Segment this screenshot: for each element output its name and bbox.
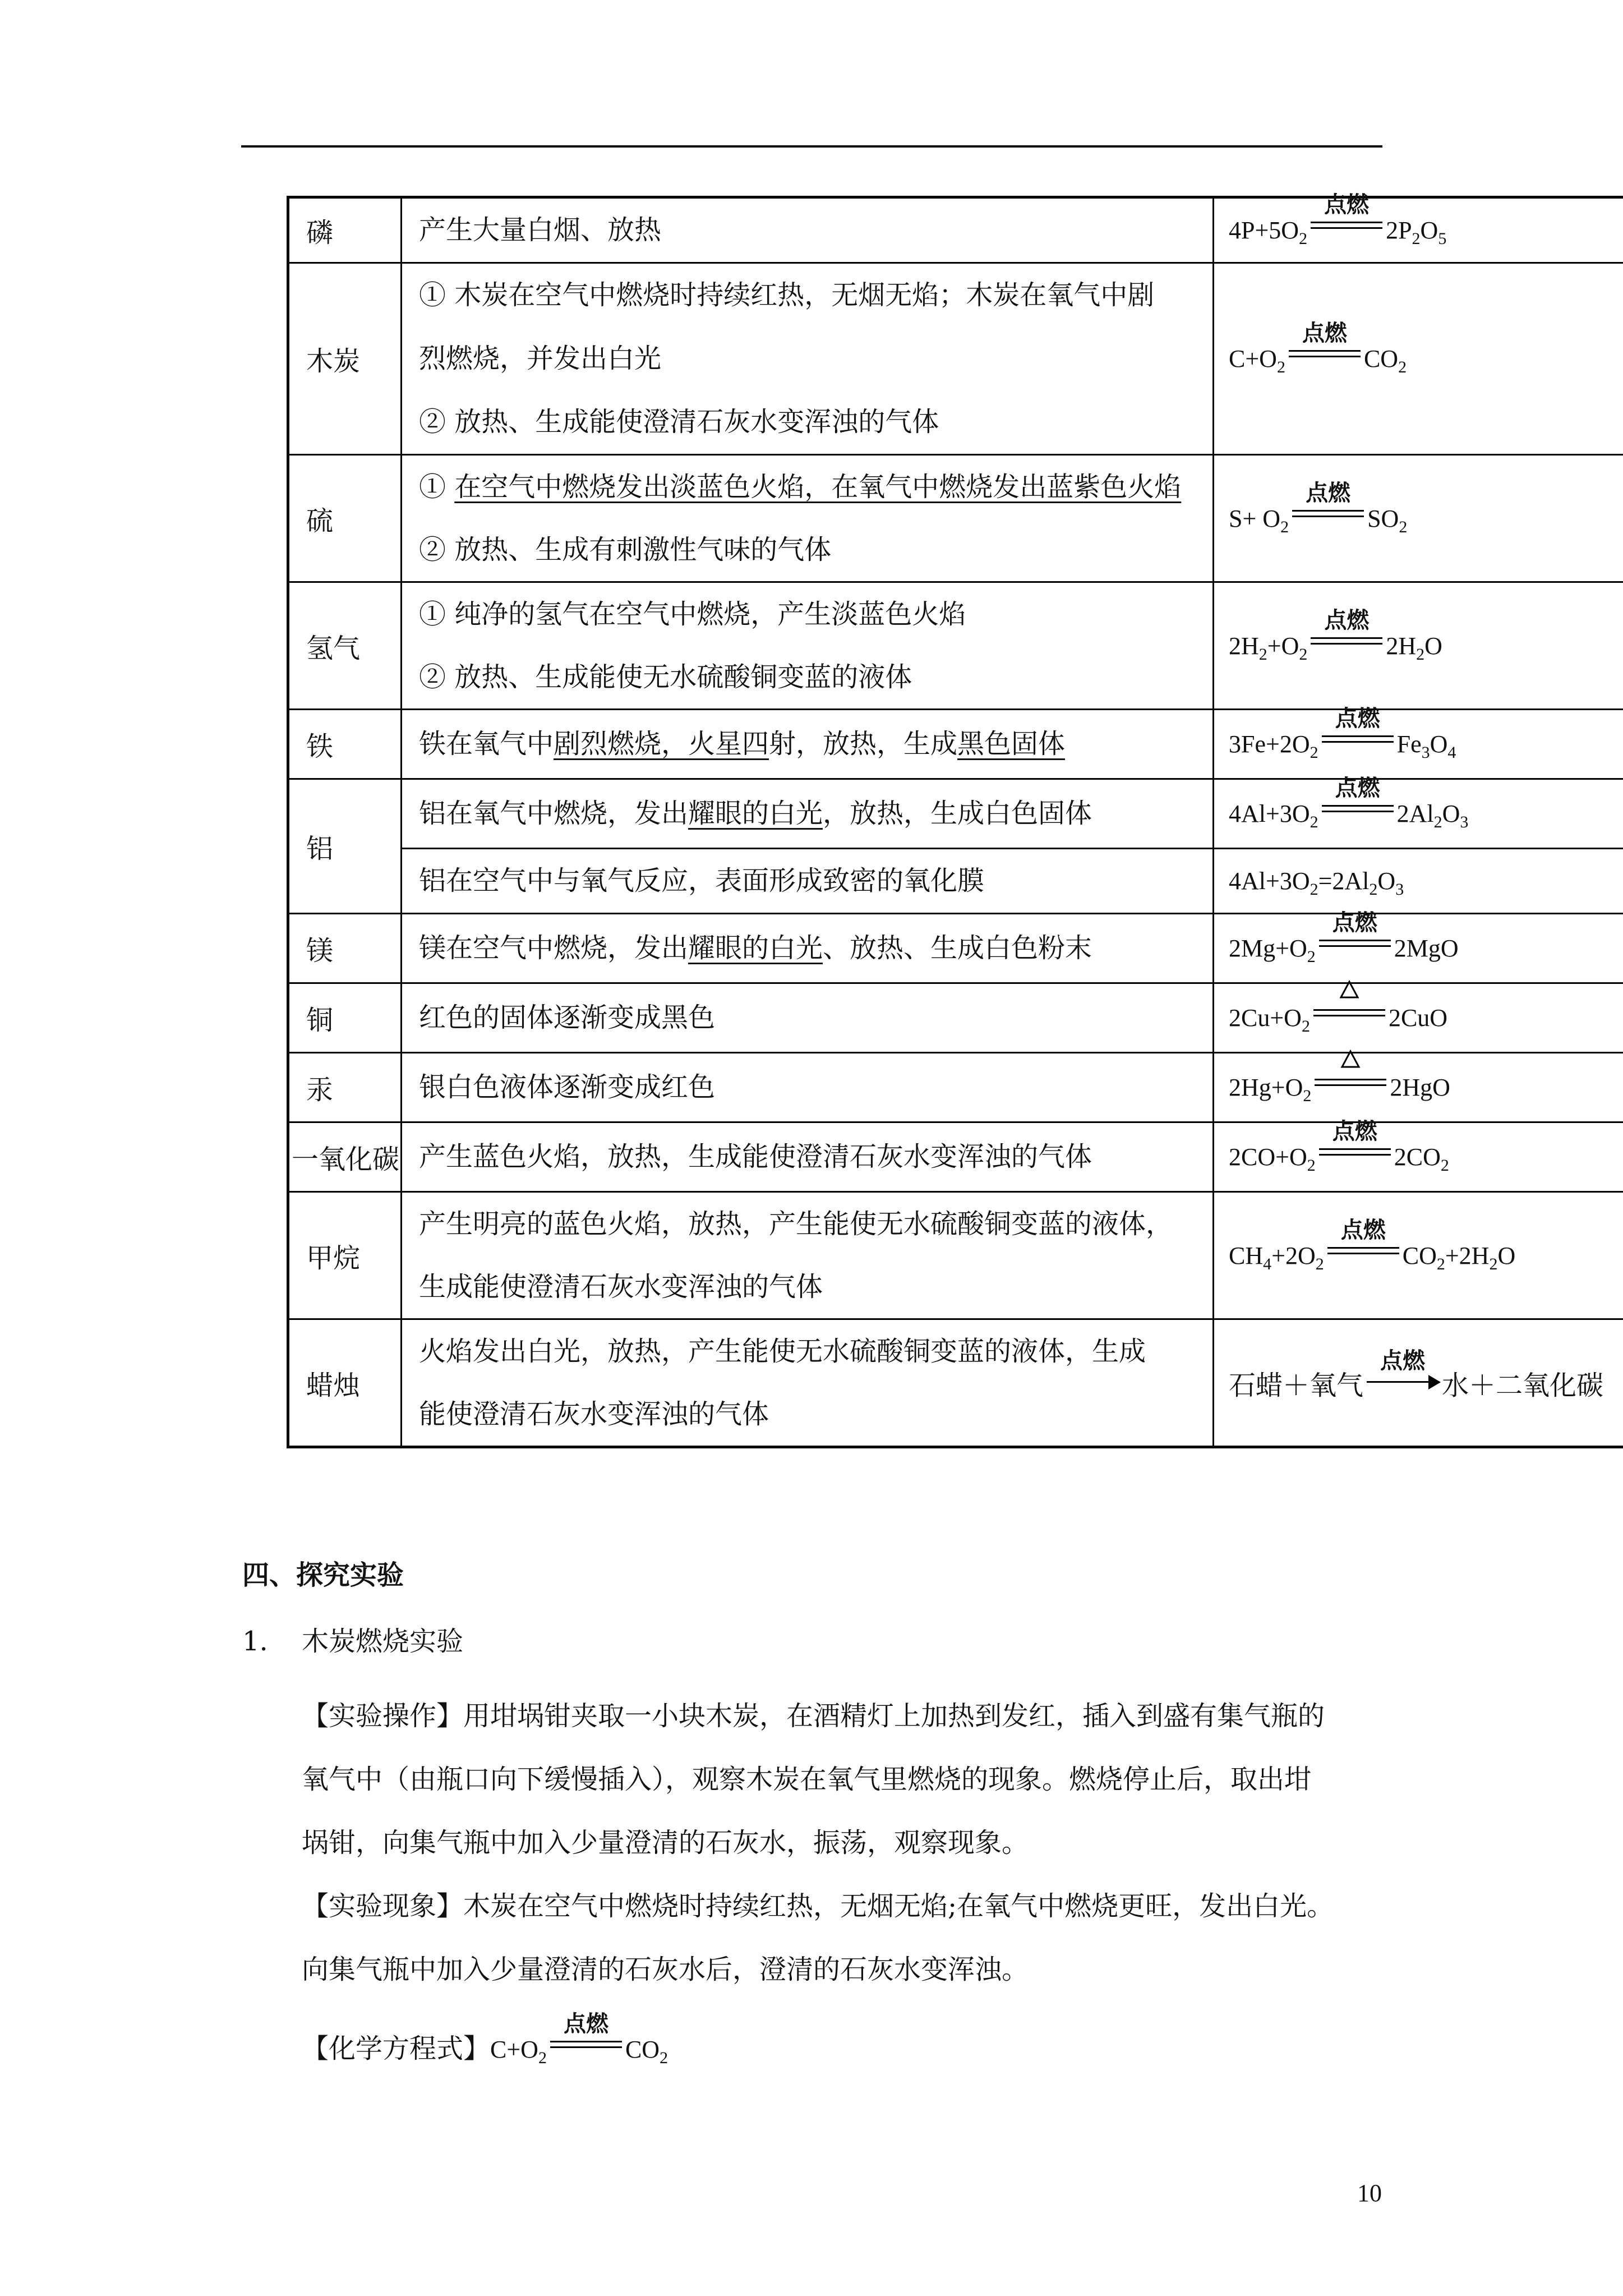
chemical-equation: $4Al+3O_2=2Al_2O_3$: [1229, 867, 1404, 899]
phenomenon-cell: [402, 1192, 1214, 1319]
substance-name: 甲烷: [306, 1242, 361, 1274]
substance-cell: [288, 582, 402, 710]
phenomenon-cell: [402, 1122, 1214, 1192]
equation-cell: [1214, 983, 1623, 1053]
operation-line-2: 氧气中（由瓶口向下缓慢插入），观察木炭在氧气里燃烧的现象。燃烧停止后，取出坩: [302, 1764, 1312, 1795]
table-row: [288, 779, 1623, 849]
table-row: [288, 1192, 1623, 1319]
phenomenon-cell: [402, 983, 1214, 1053]
reaction-condition: 点燃: [1367, 1373, 1438, 1396]
phenomenon-cell: [402, 710, 1214, 779]
phenomenon-text: 红色的固体逐渐变成黑色: [419, 1002, 716, 1033]
reaction-condition: 点燃: [1327, 1243, 1399, 1265]
heat-condition: [1315, 1074, 1386, 1097]
section-heading: 四、探究实验: [242, 1559, 404, 1591]
phenomenon-cell: [402, 914, 1214, 983]
phenomenon-text: 产生蓝色火焰，放热，生成能使澄清石灰水变浑浊的气体: [419, 1141, 1092, 1172]
equation-label: 【化学方程式】: [302, 2033, 491, 2064]
equation-cell: [1214, 910, 1623, 983]
reaction-condition: 点燃: [1311, 217, 1382, 240]
substance-name: 蜡烛: [306, 1369, 361, 1401]
substance-cell: [288, 263, 402, 455]
substance-cell: [288, 1319, 402, 1447]
substance-cell: [288, 710, 402, 779]
phenomenon-text: 镁在空气中燃烧，发出耀眼的白光、放热、生成白色粉末: [419, 932, 1092, 964]
reaction-condition: 点燃: [1289, 346, 1361, 368]
reaction-condition: 点燃: [1319, 1144, 1391, 1166]
reaction-condition: 点燃: [1322, 800, 1394, 823]
table-row: [288, 1053, 1623, 1122]
reaction-condition: 点燃: [1319, 935, 1391, 958]
chemical-equation: $3Fe+2O_2$ 点燃 $Fe_3O_4$: [1229, 706, 1456, 762]
table-row: [288, 197, 1623, 263]
phenomenon-text: 铁在氧气中剧烈燃烧，火星四射，放热，生成黑色固体: [419, 728, 1066, 760]
chemical-equation: $4Al+3O_2$ 点燃 $2Al_2O_3$: [1229, 775, 1469, 831]
phenomenon-text: 火焰发出白光，放热，产生能使无水硫酸铜变蓝的液体，生成: [419, 1336, 1146, 1367]
chemical-equation: $2Hg+O_2$ 2HgO: [1229, 1074, 1450, 1101]
table-row: [288, 849, 1623, 914]
equation-cell: [1214, 192, 1623, 263]
phenomenon-cell: [402, 1319, 1214, 1447]
chemical-equation: $C+O_2$ 点燃 $CO_2$: [1229, 320, 1407, 376]
table-row: [288, 263, 1623, 455]
phenomenon-text: ② 放热、生成有刺激性气味的气体: [419, 534, 832, 565]
combustion-table: [287, 192, 1623, 1448]
page-number: 10: [1357, 2179, 1382, 2207]
equation-cell: [1214, 455, 1623, 582]
phenomenon-text: 铝在空气中与氧气反应，表面形成致密的氧化膜: [419, 865, 985, 896]
phenomenon-cell: [402, 263, 1214, 455]
substance-name: 铁: [306, 731, 334, 762]
table-row: [288, 455, 1623, 582]
equation-cell: [1214, 1192, 1623, 1319]
experiment-body: [302, 1685, 1334, 2081]
substance-name: 铝: [306, 833, 334, 864]
chemical-equation: $S+ O_2$ 点燃 $SO_2$: [1229, 480, 1408, 536]
heat-triangle-icon: [1340, 1050, 1361, 1069]
equation-line: [302, 2011, 1334, 2081]
substance-name: 汞: [306, 1074, 334, 1106]
equation-cell: [1214, 263, 1623, 455]
reaction-condition: 点燃: [1311, 633, 1382, 655]
chemical-equation: $2Mg+O_2$ 点燃 2MgO: [1229, 910, 1459, 966]
phenomenon-text: 生成能使澄清石灰水变浑浊的气体: [419, 1271, 823, 1303]
chemical-equation: $CH_4+2O_2$ 点燃 $CO_2+2H_2O$: [1229, 1217, 1516, 1273]
table-row: [288, 1122, 1623, 1192]
reaction-condition: 点燃: [1292, 505, 1364, 528]
substance-cell: [288, 197, 402, 263]
table-row: [288, 1319, 1623, 1447]
phenomenon-cell: [402, 849, 1214, 914]
chemical-equation: $2CO+O_2$ 点燃 $2CO_2$: [1229, 1119, 1449, 1175]
phenomenon-text: 铝在氧气中燃烧，发出耀眼的白光，放热，生成白色固体: [419, 798, 1092, 829]
substance-name: 磷: [306, 217, 334, 249]
phenomenon-text: ① 在空气中燃烧发出淡蓝色火焰，在氧气中燃烧发出蓝紫色火焰: [419, 471, 1182, 503]
phenomenon-text: 产生大量白烟、放热: [419, 214, 662, 246]
phenomenon-cell: [402, 197, 1214, 263]
table-row: [288, 710, 1623, 779]
substance-cell: [288, 1192, 402, 1319]
phenomenon-text: 能使澄清石灰水变浑浊的气体: [419, 1398, 769, 1430]
substance-name: 木炭: [306, 346, 361, 377]
phenomenon-text: 银白色液体逐渐变成红色: [419, 1071, 716, 1103]
equation-cell: [1214, 582, 1623, 710]
equation-cell: [1214, 1119, 1623, 1192]
phenomenon-cell: [402, 779, 1214, 849]
reaction-condition: 点燃: [550, 2036, 622, 2059]
substance-cell: [288, 455, 402, 582]
equation-cell: [1214, 1319, 1623, 1447]
phenomenon-cell: [402, 582, 1214, 710]
equation-cell: [1214, 1053, 1623, 1122]
header-rule: [241, 145, 1382, 148]
substance-cell: [288, 1122, 402, 1192]
substance-cell: [288, 779, 402, 914]
substance-name: 镁: [306, 935, 334, 967]
heat-condition: [1313, 1005, 1385, 1027]
substance-cell: [288, 983, 402, 1053]
substance-name: 氢气: [306, 632, 361, 664]
phenomenon-line-2: 向集气瓶中加入少量澄清的石灰水后，澄清的石灰水变浑浊。: [302, 1954, 1029, 1985]
chemical-equation: $4P+5O_2$ 点燃 $2P_2O_5$: [1229, 192, 1447, 248]
equation-cell: [1214, 849, 1623, 914]
substance-cell: [288, 914, 402, 983]
phenomenon-text: ② 放热、生成能使无水硫酸铜变蓝的液体: [419, 661, 912, 693]
experiment-heading: [242, 1623, 463, 1659]
experiment-title: 木炭燃烧实验: [302, 1626, 464, 1657]
phenomenon-cell: [402, 455, 1214, 582]
reaction-condition: 点燃: [1322, 731, 1394, 753]
phenomenon-cell: [402, 1053, 1214, 1122]
phenomenon-line-1: 【实验现象】木炭在空气中燃烧时持续红热，无烟无焰;在氧气中燃烧更旺，发出白光。: [302, 1890, 1334, 1922]
phenomenon-text: 产生明亮的蓝色火焰，放热，产生能使无水硫酸铜变蓝的液体，: [419, 1208, 1173, 1240]
substance-name: 一氧化碳: [292, 1144, 400, 1175]
phenomenon-text: ① 木炭在空气中燃烧时持续红热，无烟无焰；木炭在氧气中剧: [419, 279, 1155, 311]
operation-line-3: 埚钳，向集气瓶中加入少量澄清的石灰水，振荡，观察现象。: [302, 1827, 1029, 1858]
chemical-equation: 石蜡＋氧气 点燃 水＋二氧化碳: [1229, 1347, 1604, 1401]
table-row: [288, 914, 1623, 983]
experiment-equation: $C+O_2$ 点燃 $CO_2$: [490, 2011, 668, 2067]
phenomenon-text: ① 纯净的氢气在空气中燃烧，产生淡蓝色火焰: [419, 599, 966, 630]
table-row: [288, 983, 1623, 1053]
experiment-number: 1.: [242, 1626, 268, 1657]
substance-cell: [288, 1053, 402, 1122]
phenomenon-text: 烈燃烧，并发出白光: [419, 343, 662, 374]
equation-cell: [1214, 775, 1623, 849]
operation-line-1: 【实验操作】用坩埚钳夹取一小块木炭，在酒精灯上加热到发红，插入到盛有集气瓶的: [302, 1700, 1325, 1732]
substance-name: 铜: [306, 1005, 334, 1036]
heat-triangle-icon: [1339, 980, 1359, 999]
chemical-equation: $2Cu+O_2$ 2CuO: [1229, 1004, 1447, 1032]
phenomenon-text: ② 放热、生成能使澄清石灰水变浑浊的气体: [419, 406, 939, 438]
table-row: [288, 582, 1623, 710]
chemical-equation: $2H_2+O_2$ 点燃 $2H_2O$: [1229, 607, 1442, 664]
equation-cell: [1214, 706, 1623, 779]
substance-name: 硫: [306, 505, 334, 537]
